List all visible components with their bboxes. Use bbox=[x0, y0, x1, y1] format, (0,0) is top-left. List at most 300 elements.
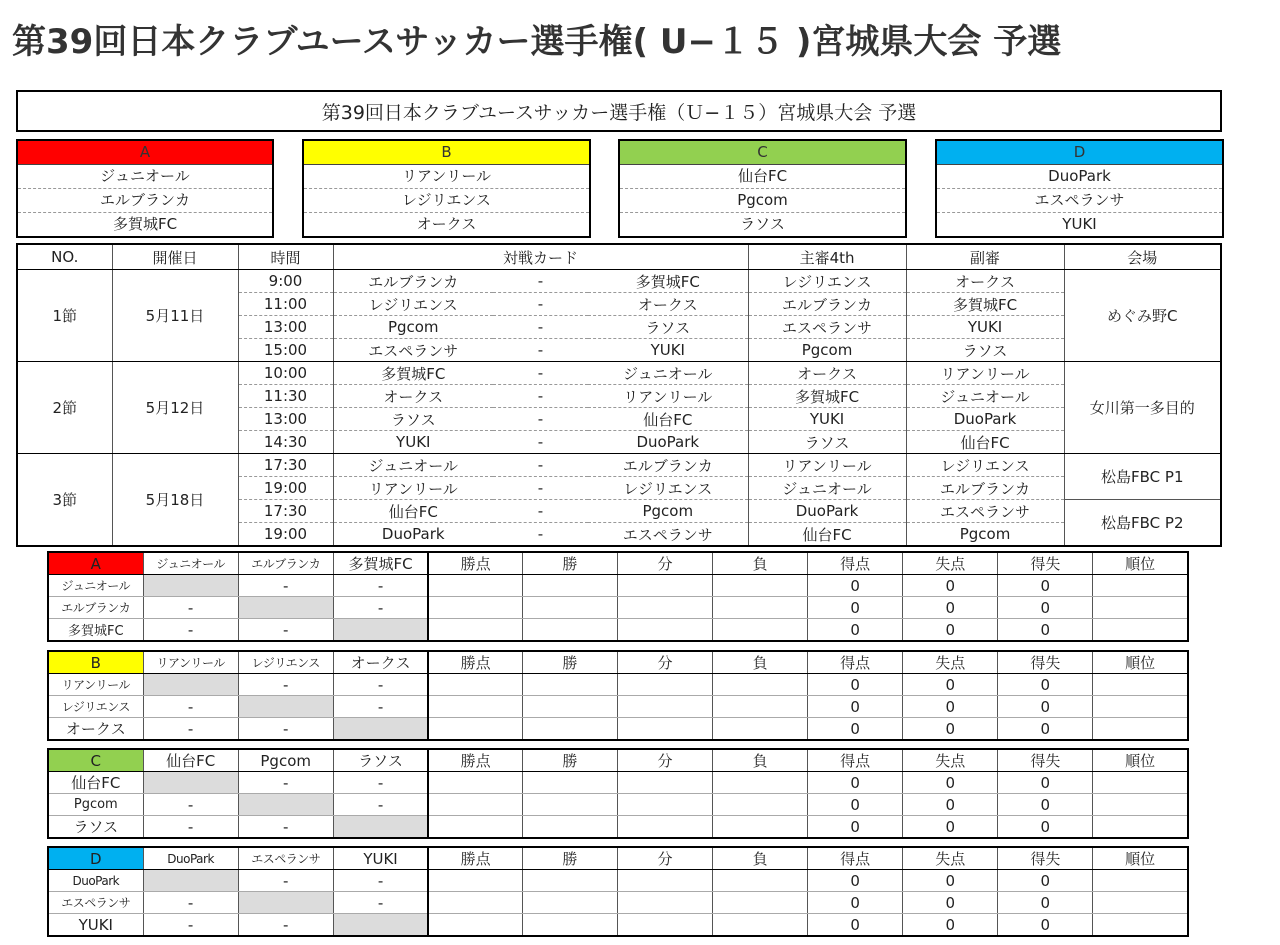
stat-cell: 0 bbox=[903, 674, 998, 696]
stat-cell: 0 bbox=[903, 597, 998, 619]
match-home: エスペランサ bbox=[333, 339, 493, 362]
standings-row bbox=[48, 892, 1188, 914]
result-cell: - bbox=[238, 914, 333, 937]
match-home: Pgcom bbox=[333, 316, 493, 339]
match-referee: YUKI bbox=[748, 408, 906, 431]
round-date: 5月18日 bbox=[112, 454, 238, 547]
match-away: エルブランカ bbox=[588, 454, 748, 477]
match-assistant: エルブランカ bbox=[906, 477, 1064, 500]
stat-cell: 0 bbox=[808, 619, 903, 642]
stat-cell bbox=[428, 674, 522, 696]
stat-cell: 0 bbox=[808, 597, 903, 619]
stat-cell bbox=[522, 794, 617, 816]
standings-col-team: ラソス bbox=[333, 749, 428, 772]
match-home: 多賀城FC bbox=[333, 362, 493, 385]
standings-row-team: 多賀城FC bbox=[68, 624, 124, 639]
stat-cell bbox=[713, 575, 808, 597]
self-match-cell bbox=[333, 914, 428, 937]
stat-cell bbox=[713, 696, 808, 718]
standings-table-a bbox=[47, 551, 1189, 642]
result-cell: - bbox=[238, 674, 333, 696]
match-venue: 女川第一多目的 bbox=[1064, 362, 1221, 454]
match-away: エスペランサ bbox=[588, 523, 748, 547]
header-referee: 主審4th bbox=[748, 244, 906, 270]
standings-row-team: DuoPark bbox=[48, 870, 143, 892]
match-referee: ラソス bbox=[748, 431, 906, 454]
stat-cell bbox=[713, 718, 808, 741]
standings-stat-header: 負 bbox=[713, 847, 808, 870]
match-referee: リアンリール bbox=[748, 454, 906, 477]
standings-col-team: リアンリール bbox=[143, 651, 238, 674]
match-time: 19:00 bbox=[238, 523, 333, 547]
match-home: エルブランカ bbox=[333, 270, 493, 293]
match-away: レジリエンス bbox=[588, 477, 748, 500]
group-box-c bbox=[618, 139, 907, 238]
standings-stat-header: 負 bbox=[713, 749, 808, 772]
standings-row bbox=[48, 870, 1188, 892]
stat-cell bbox=[428, 870, 522, 892]
stat-cell: 0 bbox=[903, 696, 998, 718]
stat-cell: 0 bbox=[808, 674, 903, 696]
group-team: YUKI bbox=[1062, 215, 1097, 233]
standings-stat-header: 失点 bbox=[903, 651, 998, 674]
match-referee: ジュニオール bbox=[748, 477, 906, 500]
stat-cell bbox=[617, 870, 712, 892]
stat-cell bbox=[713, 892, 808, 914]
stat-cell bbox=[617, 718, 712, 741]
match-away: ジュニオール bbox=[588, 362, 748, 385]
stat-cell: 0 bbox=[808, 696, 903, 718]
standings-col-team: 多賀城FC bbox=[333, 552, 428, 575]
result-cell: - bbox=[143, 892, 238, 914]
match-separator: - bbox=[493, 385, 588, 408]
standings-col-team: ジュニオール bbox=[143, 552, 238, 575]
stat-cell: 0 bbox=[808, 892, 903, 914]
standings-row bbox=[48, 696, 1188, 718]
match-separator: - bbox=[493, 316, 588, 339]
group-box-b bbox=[302, 139, 591, 238]
group-label: D bbox=[937, 141, 1222, 165]
standings-stat-header: 得点 bbox=[808, 847, 903, 870]
match-referee: オークス bbox=[748, 362, 906, 385]
standings-stat-header: 得失 bbox=[998, 847, 1093, 870]
standings-col-team: エスペランサ bbox=[238, 847, 333, 870]
stat-cell: 0 bbox=[903, 870, 998, 892]
stat-cell bbox=[428, 696, 522, 718]
header-match: 対戦カード bbox=[333, 244, 748, 270]
match-separator: - bbox=[493, 500, 588, 523]
standings-row bbox=[48, 674, 1188, 696]
stat-cell: 0 bbox=[998, 696, 1093, 718]
match-assistant: 多賀城FC bbox=[906, 293, 1064, 316]
group-team: Pgcom bbox=[620, 189, 905, 213]
stat-cell: 0 bbox=[998, 718, 1093, 741]
stat-cell bbox=[1093, 597, 1188, 619]
match-time: 14:30 bbox=[238, 431, 333, 454]
stat-cell: 0 bbox=[808, 914, 903, 937]
standings-stat-header: 分 bbox=[617, 552, 712, 575]
stat-cell bbox=[428, 914, 522, 937]
standings-table-c bbox=[47, 748, 1189, 839]
stat-cell: 0 bbox=[903, 892, 998, 914]
result-cell: - bbox=[238, 718, 333, 741]
match-separator: - bbox=[493, 293, 588, 316]
standings-row-team: リアンリール bbox=[48, 674, 143, 696]
standings-stat-header: 順位 bbox=[1093, 552, 1188, 575]
stat-cell bbox=[617, 597, 712, 619]
stat-cell bbox=[713, 914, 808, 937]
stat-cell: 0 bbox=[808, 575, 903, 597]
standings-table-d bbox=[47, 846, 1189, 937]
standings-stat-header: 勝点 bbox=[428, 552, 522, 575]
match-away: 多賀城FC bbox=[588, 270, 748, 293]
match-assistant: ラソス bbox=[906, 339, 1064, 362]
group-box-d bbox=[935, 139, 1224, 238]
stat-cell bbox=[713, 870, 808, 892]
match-time: 11:00 bbox=[238, 293, 333, 316]
match-time: 19:00 bbox=[238, 477, 333, 500]
stat-cell: 0 bbox=[903, 794, 998, 816]
stat-cell bbox=[617, 696, 712, 718]
group-box-a bbox=[16, 139, 274, 238]
standings-row-team: エスペランサ bbox=[48, 892, 143, 914]
stat-cell bbox=[713, 816, 808, 839]
match-separator: - bbox=[493, 523, 588, 547]
standings-stat-header: 失点 bbox=[903, 749, 998, 772]
result-cell: - bbox=[238, 772, 333, 794]
stat-cell bbox=[1093, 674, 1188, 696]
standings-stat-header: 勝 bbox=[522, 651, 617, 674]
match-time: 11:30 bbox=[238, 385, 333, 408]
group-team: リアンリール bbox=[304, 165, 589, 189]
stat-cell: 0 bbox=[903, 718, 998, 741]
result-cell: - bbox=[238, 870, 333, 892]
standings-row bbox=[48, 816, 1188, 839]
stat-cell bbox=[522, 718, 617, 741]
result-cell: - bbox=[238, 575, 333, 597]
stat-cell: 0 bbox=[808, 718, 903, 741]
match-separator: - bbox=[493, 431, 588, 454]
match-time: 13:00 bbox=[238, 408, 333, 431]
standings-row-team: エルブランカ bbox=[48, 597, 143, 619]
stat-cell bbox=[1093, 718, 1188, 741]
stat-cell: 0 bbox=[903, 772, 998, 794]
page-title: 第39回日本クラブユースサッカー選手権( U−１５ )宮城県大会 予選 bbox=[12, 22, 1062, 62]
stat-cell: 0 bbox=[903, 914, 998, 937]
header-date: 開催日 bbox=[112, 244, 238, 270]
match-away: DuoPark bbox=[588, 431, 748, 454]
standings-stat-header: 分 bbox=[617, 651, 712, 674]
round-no: 1節 bbox=[17, 270, 112, 362]
result-cell: - bbox=[143, 597, 238, 619]
result-cell: - bbox=[333, 794, 428, 816]
match-away: ラソス bbox=[588, 316, 748, 339]
match-home: リアンリール bbox=[333, 477, 493, 500]
stat-cell: 0 bbox=[998, 619, 1093, 642]
standings-stat-header: 勝点 bbox=[428, 847, 522, 870]
stat-cell bbox=[617, 619, 712, 642]
match-assistant: レジリエンス bbox=[906, 454, 1064, 477]
match-venue: めぐみ野C bbox=[1064, 270, 1221, 362]
stat-cell bbox=[617, 674, 712, 696]
self-match-cell bbox=[333, 816, 428, 839]
stat-cell bbox=[522, 816, 617, 839]
stat-cell: 0 bbox=[808, 816, 903, 839]
standings-stat-header: 失点 bbox=[903, 847, 998, 870]
standings-row-team: オークス bbox=[65, 720, 126, 738]
result-cell: - bbox=[238, 619, 333, 642]
standings-col-team: エルブランカ bbox=[238, 552, 333, 575]
stat-cell bbox=[713, 597, 808, 619]
match-assistant: 仙台FC bbox=[906, 431, 1064, 454]
group-team: ジュニオール bbox=[18, 165, 272, 189]
stat-cell: 0 bbox=[998, 914, 1093, 937]
group-team: エルブランカ bbox=[18, 189, 272, 213]
stat-cell bbox=[428, 718, 522, 741]
match-time: 17:30 bbox=[238, 454, 333, 477]
stat-cell: 0 bbox=[903, 575, 998, 597]
match-referee: 仙台FC bbox=[748, 523, 906, 547]
stat-cell: 0 bbox=[998, 597, 1093, 619]
match-time: 15:00 bbox=[238, 339, 333, 362]
match-time: 13:00 bbox=[238, 316, 333, 339]
match-away: リアンリール bbox=[588, 385, 748, 408]
stat-cell bbox=[713, 772, 808, 794]
match-referee: レジリエンス bbox=[748, 270, 906, 293]
match-home: 仙台FC bbox=[333, 500, 493, 523]
match-separator: - bbox=[493, 454, 588, 477]
header-assistant: 副審 bbox=[906, 244, 1064, 270]
match-home: ジュニオール bbox=[333, 454, 493, 477]
standings-col-team: DuoPark bbox=[143, 847, 238, 870]
stat-cell bbox=[522, 696, 617, 718]
result-cell: - bbox=[333, 772, 428, 794]
stat-cell bbox=[713, 619, 808, 642]
standings-group-label: D bbox=[48, 847, 143, 870]
stat-cell bbox=[1093, 772, 1188, 794]
group-team: エスペランサ bbox=[937, 189, 1222, 213]
stat-cell bbox=[428, 575, 522, 597]
stat-cell bbox=[617, 575, 712, 597]
match-separator: - bbox=[493, 270, 588, 293]
match-assistant: YUKI bbox=[906, 316, 1064, 339]
standings-row bbox=[48, 794, 1188, 816]
match-assistant: Pgcom bbox=[906, 523, 1064, 547]
standings-col-team: オークス bbox=[333, 651, 428, 674]
result-cell: - bbox=[143, 718, 238, 741]
self-match-cell bbox=[143, 870, 238, 892]
self-match-cell bbox=[143, 772, 238, 794]
result-cell: - bbox=[238, 816, 333, 839]
result-cell: - bbox=[143, 619, 238, 642]
standings-group-label: A bbox=[48, 552, 143, 575]
match-venue: 松島FBC P1 bbox=[1064, 454, 1221, 500]
stat-cell: 0 bbox=[903, 816, 998, 839]
self-match-cell bbox=[143, 674, 238, 696]
group-label: B bbox=[304, 141, 589, 165]
match-row bbox=[17, 270, 1221, 293]
stat-cell: 0 bbox=[998, 816, 1093, 839]
standings-stat-header: 勝点 bbox=[428, 749, 522, 772]
match-venue: 松島FBC P2 bbox=[1064, 500, 1221, 547]
result-cell: - bbox=[143, 816, 238, 839]
standings-group-label: C bbox=[48, 749, 143, 772]
stat-cell bbox=[428, 772, 522, 794]
stat-cell bbox=[522, 597, 617, 619]
standings-stat-header: 得点 bbox=[808, 749, 903, 772]
standings-col-team: レジリエンス bbox=[238, 651, 333, 674]
match-home: DuoPark bbox=[333, 523, 493, 547]
match-time: 9:00 bbox=[238, 270, 333, 293]
self-match-cell bbox=[333, 619, 428, 642]
group-team: 仙台FC bbox=[620, 165, 905, 189]
standings-row bbox=[48, 619, 1188, 642]
round-no: 3節 bbox=[17, 454, 112, 547]
stat-cell bbox=[617, 914, 712, 937]
stat-cell: 0 bbox=[998, 794, 1093, 816]
header-venue: 会場 bbox=[1064, 244, 1221, 270]
stat-cell: 0 bbox=[808, 870, 903, 892]
standings-stat-header: 順位 bbox=[1093, 651, 1188, 674]
result-cell: - bbox=[333, 870, 428, 892]
stat-cell bbox=[1093, 892, 1188, 914]
match-away: 仙台FC bbox=[588, 408, 748, 431]
standings-stat-header: 勝 bbox=[522, 847, 617, 870]
match-separator: - bbox=[493, 408, 588, 431]
match-row bbox=[17, 362, 1221, 385]
match-home: YUKI bbox=[333, 431, 493, 454]
self-match-cell bbox=[238, 597, 333, 619]
standings-row bbox=[48, 597, 1188, 619]
standings-row-team: 仙台FC bbox=[48, 772, 143, 794]
match-separator: - bbox=[493, 477, 588, 500]
stat-cell bbox=[713, 794, 808, 816]
stat-cell bbox=[1093, 794, 1188, 816]
match-home: ラソス bbox=[333, 408, 493, 431]
standings-stat-header: 順位 bbox=[1093, 749, 1188, 772]
stat-cell bbox=[522, 674, 617, 696]
match-away: オークス bbox=[588, 293, 748, 316]
match-separator: - bbox=[493, 339, 588, 362]
stat-cell bbox=[522, 772, 617, 794]
match-assistant: オークス bbox=[906, 270, 1064, 293]
stat-cell: 0 bbox=[903, 619, 998, 642]
standings-row-team: ラソス bbox=[73, 818, 119, 836]
stat-cell bbox=[617, 816, 712, 839]
match-referee: エスペランサ bbox=[748, 316, 906, 339]
result-cell: - bbox=[143, 696, 238, 718]
standings-stat-header: 得失 bbox=[998, 651, 1093, 674]
standings-col-team: 仙台FC bbox=[143, 749, 238, 772]
standings-row bbox=[48, 914, 1188, 937]
result-cell: - bbox=[143, 794, 238, 816]
match-assistant: DuoPark bbox=[906, 408, 1064, 431]
standings-stat-header: 得点 bbox=[808, 651, 903, 674]
group-team: レジリエンス bbox=[304, 189, 589, 213]
match-referee: Pgcom bbox=[748, 339, 906, 362]
standings-stat-header: 勝 bbox=[522, 552, 617, 575]
group-team: オークス bbox=[416, 215, 477, 233]
stat-cell bbox=[428, 892, 522, 914]
standings-stat-header: 勝点 bbox=[428, 651, 522, 674]
standings-row bbox=[48, 772, 1188, 794]
standings-stat-header: 失点 bbox=[903, 552, 998, 575]
sheet-title: 第39回日本クラブユースサッカー選手権（Ｕ−１５）宮城県大会 予選 bbox=[16, 90, 1222, 132]
match-time: 10:00 bbox=[238, 362, 333, 385]
group-team: ラソス bbox=[740, 215, 785, 233]
match-home: レジリエンス bbox=[333, 293, 493, 316]
stat-cell bbox=[522, 892, 617, 914]
match-assistant: エスペランサ bbox=[906, 500, 1064, 523]
result-cell: - bbox=[333, 575, 428, 597]
group-team: DuoPark bbox=[937, 165, 1222, 189]
result-cell: - bbox=[333, 892, 428, 914]
stat-cell: 0 bbox=[998, 870, 1093, 892]
standings-stat-header: 分 bbox=[617, 749, 712, 772]
stat-cell bbox=[617, 794, 712, 816]
self-match-cell bbox=[333, 718, 428, 741]
standings-stat-header: 勝 bbox=[522, 749, 617, 772]
stat-cell bbox=[522, 870, 617, 892]
standings-table-b bbox=[47, 650, 1189, 741]
round-date: 5月11日 bbox=[112, 270, 238, 362]
standings-row-team: レジリエンス bbox=[48, 696, 143, 718]
stat-cell bbox=[428, 794, 522, 816]
standings-stat-header: 得失 bbox=[998, 749, 1093, 772]
match-separator: - bbox=[493, 362, 588, 385]
stat-cell: 0 bbox=[808, 772, 903, 794]
standings-row-team: ジュニオール bbox=[48, 575, 143, 597]
standings-col-team: YUKI bbox=[333, 847, 428, 870]
round-date: 5月12日 bbox=[112, 362, 238, 454]
stat-cell bbox=[617, 892, 712, 914]
self-match-cell bbox=[238, 696, 333, 718]
match-referee: DuoPark bbox=[748, 500, 906, 523]
match-away: Pgcom bbox=[588, 500, 748, 523]
match-time: 17:30 bbox=[238, 500, 333, 523]
standings-col-team: Pgcom bbox=[238, 749, 333, 772]
stat-cell bbox=[1093, 696, 1188, 718]
stat-cell bbox=[1093, 619, 1188, 642]
result-cell: - bbox=[333, 696, 428, 718]
match-referee: 多賀城FC bbox=[748, 385, 906, 408]
standings-row-team: YUKI bbox=[78, 915, 113, 934]
match-assistant: ジュニオール bbox=[906, 385, 1064, 408]
stat-cell bbox=[1093, 914, 1188, 937]
header-no: NO. bbox=[17, 244, 112, 270]
result-cell: - bbox=[333, 674, 428, 696]
schedule-table bbox=[16, 243, 1222, 547]
header-time: 時間 bbox=[238, 244, 333, 270]
stat-cell bbox=[522, 619, 617, 642]
stat-cell bbox=[522, 914, 617, 937]
stat-cell bbox=[1093, 575, 1188, 597]
self-match-cell bbox=[238, 892, 333, 914]
self-match-cell bbox=[238, 794, 333, 816]
standings-stat-header: 分 bbox=[617, 847, 712, 870]
standings-stat-header: 得失 bbox=[998, 552, 1093, 575]
standings-group-label: B bbox=[48, 651, 143, 674]
stat-cell: 0 bbox=[998, 772, 1093, 794]
standings-row bbox=[48, 575, 1188, 597]
standings-stat-header: 負 bbox=[713, 552, 808, 575]
stat-cell: 0 bbox=[998, 575, 1093, 597]
standings-row bbox=[48, 718, 1188, 741]
stat-cell: 0 bbox=[808, 794, 903, 816]
match-referee: エルブランカ bbox=[748, 293, 906, 316]
stat-cell bbox=[617, 772, 712, 794]
self-match-cell bbox=[143, 575, 238, 597]
